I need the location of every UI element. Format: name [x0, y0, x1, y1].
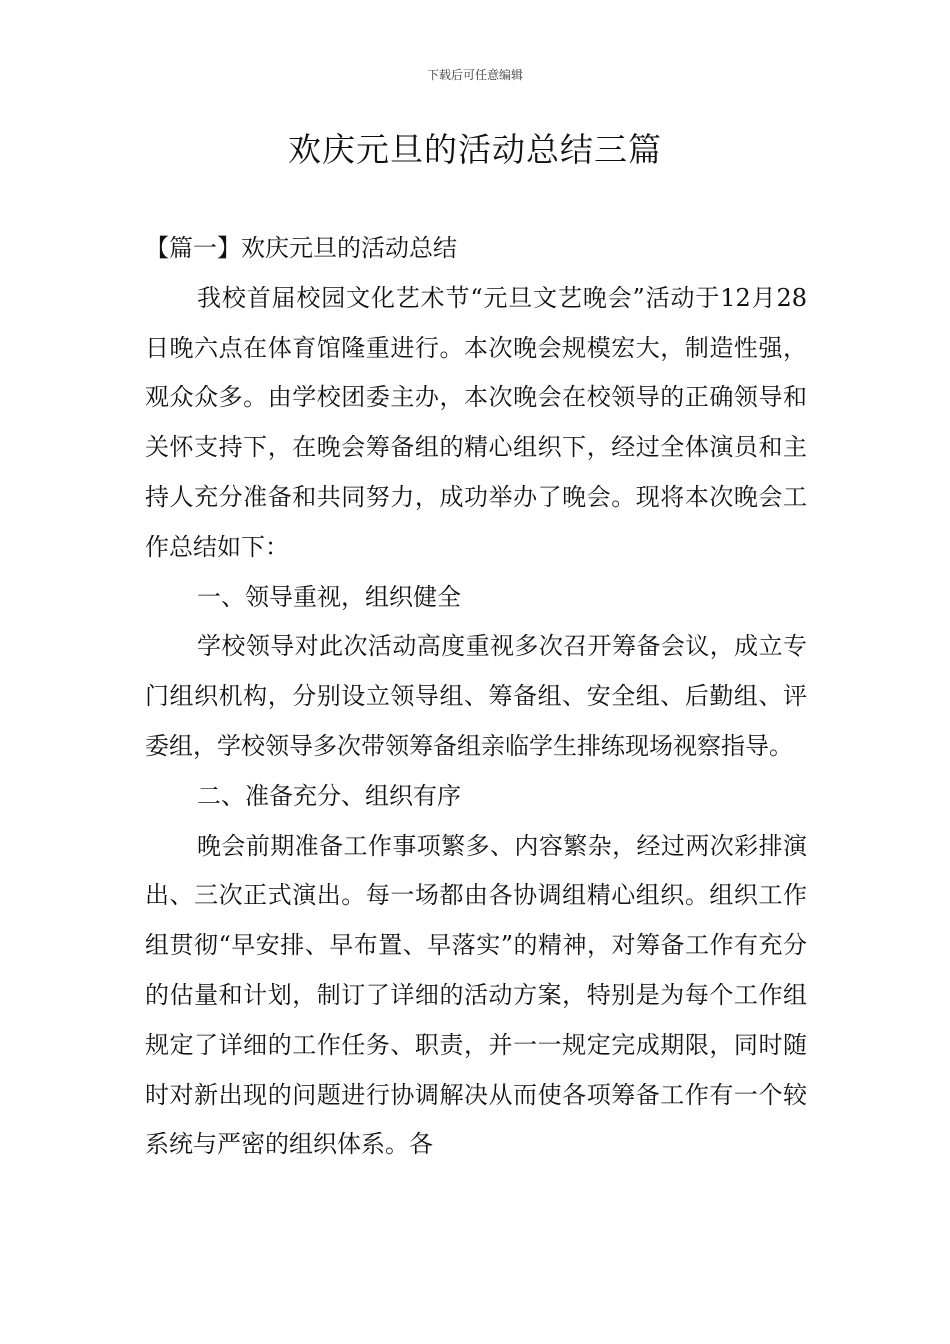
- subheading-leadership: 一、领导重视，组织健全: [197, 582, 461, 611]
- paragraph-leadership: 学校领导对此次活动高度重视多次召开筹备会议，成立专门组织机构，分别设立领导组、筹备组、安全组、后勤组、评委组，学校领导多次带领筹备组亲临学生排练现场视察指导。: [145, 632, 807, 760]
- paragraph-preparation: 晚会前期准备工作事项繁多、内容繁杂，经过两次彩排演出、三次正式演出。每一场都由各协调组精心组织。组织工作组贯彻“早安排、早布置、早落实”的精神，对筹备工作有充分的估量和计划，制订了详细的活动方案，特别是为每个工作组规定了详细的工作任务、职责，并一一规定完成期限，同时随时对新出现的问题进行协调解决从而使各项筹备工作有一个较系统与严密的组织体系。各: [145, 831, 807, 1159]
- header-note: 下载后可任意编辑: [426, 68, 523, 82]
- document-body: [145, 224, 807, 1170]
- paragraph-intro: 我校首届校园文化艺术节“元旦文艺晚会”活动于12月28日晚六点在体育馆隆重进行。本次晚会规模宏大，制造性强，观众众多。由学校团委主办，本次晚会在校领导的正确领导和关怀支持下，在晚会筹备组的精心组织下，经过全体演员和主持人充分准备和共同努力，成功举办了晚会。现将本次晚会工作总结如下：: [145, 283, 807, 561]
- document-title: 欢庆元旦的活动总结三篇: [288, 130, 662, 169]
- subheading-preparation: 二、准备充分、组织有序: [197, 781, 461, 810]
- section-heading: 【篇一】欢庆元旦的活动总结: [145, 234, 457, 262]
